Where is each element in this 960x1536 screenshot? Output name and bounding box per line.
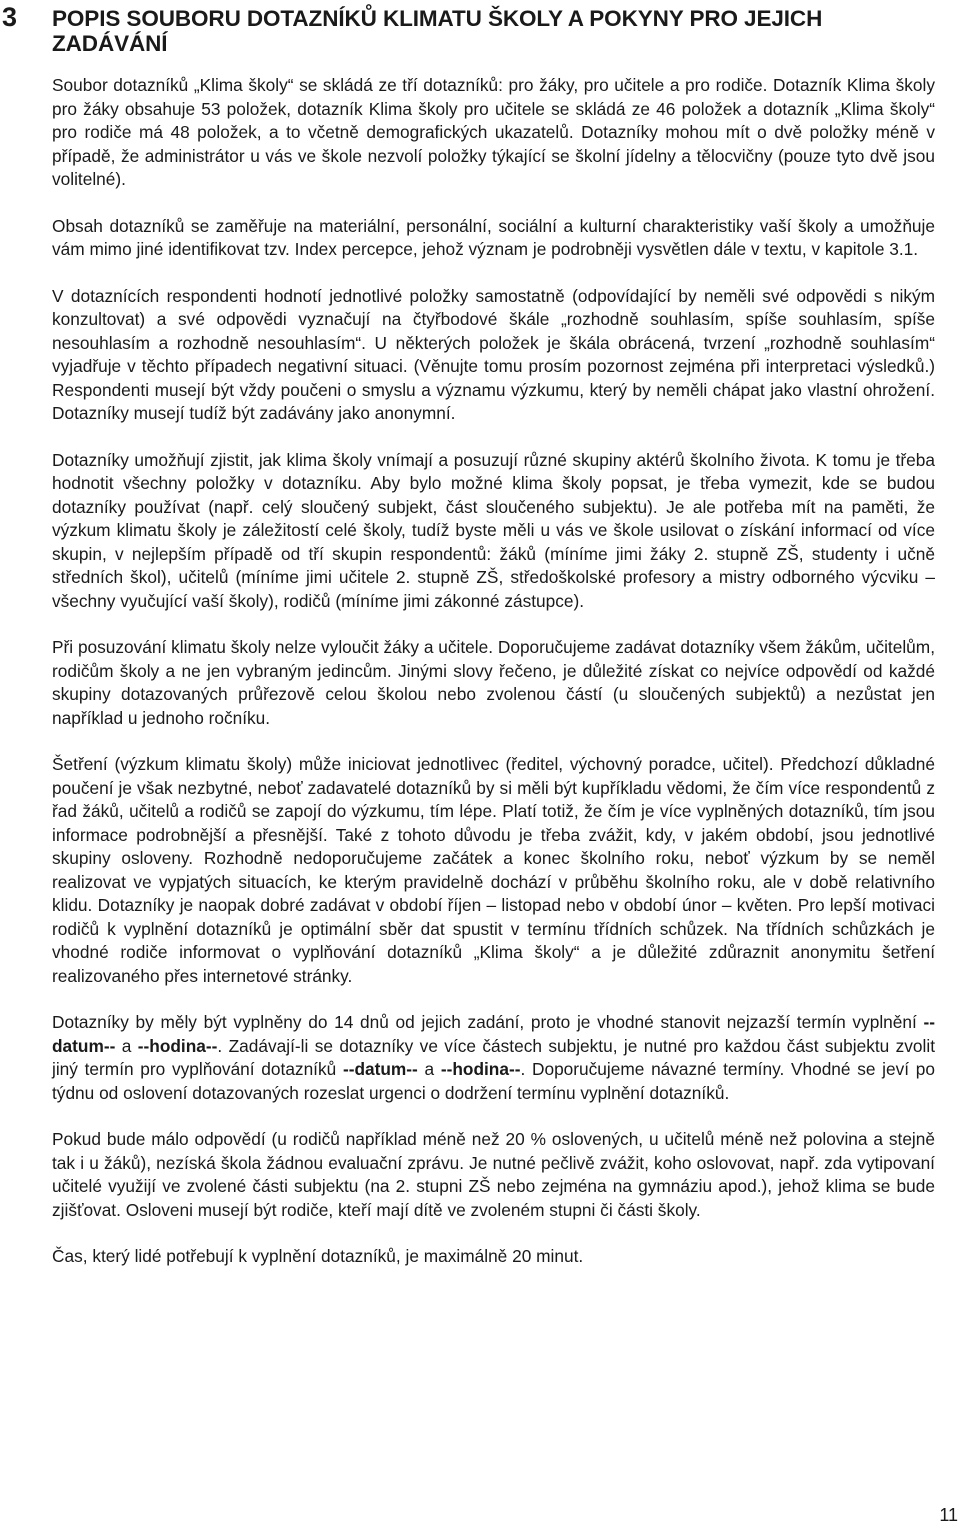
paragraph: Při posuzování klimatu školy nelze vyloučit žáky a učitele. Doporučujeme zadávat dotazníky všem žákům, učitelům, rodičům školy a ne jen vybraným jedincům. Jinými slovy řečeno, je důležité získat co nejvíce odpovědí od každé skupiny dotazovaných průřezově celou školou nebo zvolenou částí (u sloučených subjektů) a nezůstat jen například u jednoho ročníku. (52, 637, 935, 728)
chapter-number: 3 (2, 2, 18, 32)
paragraph-text: a (115, 1035, 138, 1056)
paragraph-deadline (52, 1011, 935, 1105)
time-placeholder: --hodina-- (440, 1059, 521, 1079)
time-placeholder: --hodina-- (137, 1035, 218, 1056)
paragraph-text: . Zadávají-li se dotazníky ve více částech subjektu, je nutné pro každou část subjektu zvolit jiný termín pro vyplňování dotazníků (52, 1035, 936, 1079)
paragraph-text: Dotazníky by měly být vyplněny do 14 dnů od jejich zadání, proto je vhodné stanovit nejzazší termín vyplnění (52, 1012, 924, 1032)
paragraph: Dotazníky umožňují zjistit, jak klima školy vnímají a posuzují různé skupiny aktérů školního života. K tomu je třeba hodnotit všechny položky v dotazníku. Aby bylo možné klima školy popsat, je třeba vymezit, kde se budou dotazníky používat (např. celý sloučený subjekt, část sloučeného subjektu). Je ale potřeba mít na paměti, že výzkum klimatu školy je záležitostí celé školy, tudíž byste měli u vás ve škole usilovat o získání informací od více skupin, v nejlepším případě od tří skupin respondentů: žáků (míníme jimi žáky 2. stupně ZŠ, studenty i učně středních škol), učitelů (míníme jimi učitele 2. stupně ZŠ, středoškolské profesory a mistry odborného výcviku – všechny vyučující vaší školy), rodičů (míníme jimi zákonné zástupce). (52, 449, 935, 611)
paragraph-text: a (417, 1059, 441, 1079)
paragraph: Obsah dotazníků se zaměřuje na materiální, personální, sociální a kulturní charakteristiky vaší školy a umožňuje vám mimo jiné identifikovat tzv. Index percepce, jehož význam je podrobněji vysvětlen dále v textu, v kapitole 3.1. (52, 215, 935, 259)
chapter-title: POPIS SOUBORU DOTAZNÍKŮ KLIMATU ŠKOLY A POKYNY PRO JEJICH ZADÁVÁNÍ (52, 6, 823, 56)
date-placeholder: --datum-- (52, 1012, 935, 1056)
page-number: 11 (939, 1505, 958, 1525)
date-placeholder: --datum-- (342, 1059, 418, 1079)
paragraph: Čas, který lidé potřebují k vyplnění dotazníků, je maximálně 20 minut. (52, 1246, 584, 1266)
paragraph: V dotaznících respondenti hodnotí jednotlivé položky samostatně (odpovídající by neměli své odpovědi s nikým konzultovat) a své odpovědi vyznačují na čtyřbodové škále „rozhodně souhlasím, spíše souhlasím, spíše nesouhlasím a rozhodně nesouhlasím“. U některých položek je škála obrácená, tvrzení „rozhodně souhlasím“ vyjadřuje v těchto případech negativní situaci. (Věnujte tomu prosím pozornost zejména při interpretaci výsledků.) Respondenti musejí být vždy poučeni o smyslu a významu výzkumu, který by neměli chápat jako vlastní ohrožení. Dotazníky musejí tudíž být zadávány jako anonymní. (52, 285, 935, 423)
paragraph: Soubor dotazníků „Klima školy“ se skládá ze tří dotazníků: pro žáky, pro učitele a pro rodiče. Dotazník Klima školy pro žáky obsahuje 53 položek, dotazník Klima školy pro učitele se skládá ze 46 položek a dotazník „Klima školy“ pro rodiče má 48 položek, a to včetně demografických ukazatelů. Dotazníky mohou mít o dvě položky méně v případě, že administrátor u vás ve škole nezvolí položky týkající se školní jídelny a tělocvičny (pouze tyto dvě jsou volitelné). (52, 75, 935, 189)
paragraph: Šetření (výzkum klimatu školy) může iniciovat jednotlivec (ředitel, výchovný poradce, učitel). Předchozí důkladné poučení je však nezbytné, neboť zadavatelé dotazníků by si měli být kupříkladu vědomi, že čím více respondentů z řad žáků, učitelů a rodičů se zapojí do výzkumu, tím lépe. Platí totiž, že čím je více vyplněných dotazníků, tím jsou informace podrobnější a přesnější. Také z tohoto důvodu je třeba zvážit, kdy, v jakém období, jsou jednotlivé skupiny osloveny. Rozhodně nedoporučujeme začátek a konec školního roku, neboť výzkum by se neměl realizovat ve vypjatých situacích, ke kterým pravidelně dochází v průběhu školního roku, ale v době relativního klidu. Dotazníky je naopak dobré zadávat v období říjen – listopad nebo v období únor – květen. Pro lepší motivaci rodičů k vyplnění dotazníků je optimální sběr dat spustit v termínu třídních schůzek. Na třídních schůzkách je vhodné rodiče informovat o vyplňování dotazníků „Klima školy“ a je důležité zdůraznit anonymitu šetření realizovaného přes internetové stránky. (52, 754, 935, 986)
paragraph: Pokud bude málo odpovědí (u rodičů například méně než 20 % oslovených, u učitelů méně než polovina a stejně tak i u žáků), nezíská škola žádnou evaluační zprávu. Je nutné pečlivě zvážit, koho oslovovat, např. zda vytipovaní učitelé využijí ve zvolené části subjektu (na 2. stupni ZŠ nebo zejména na gymnáziu apod.), jehož klima se bude zjišťovat. Osloveni musejí být rodiče, kteří mají dítě ve zvoleném stupni či části školy. (52, 1129, 935, 1220)
paragraph-text: . Doporučujeme návazné termíny. Vhodné se jeví po týdnu od oslovení dotazovaných rozeslat urgenci o dodržení termínu vyplnění dotazníků. (52, 1059, 935, 1103)
body-text (52, 74, 935, 1292)
